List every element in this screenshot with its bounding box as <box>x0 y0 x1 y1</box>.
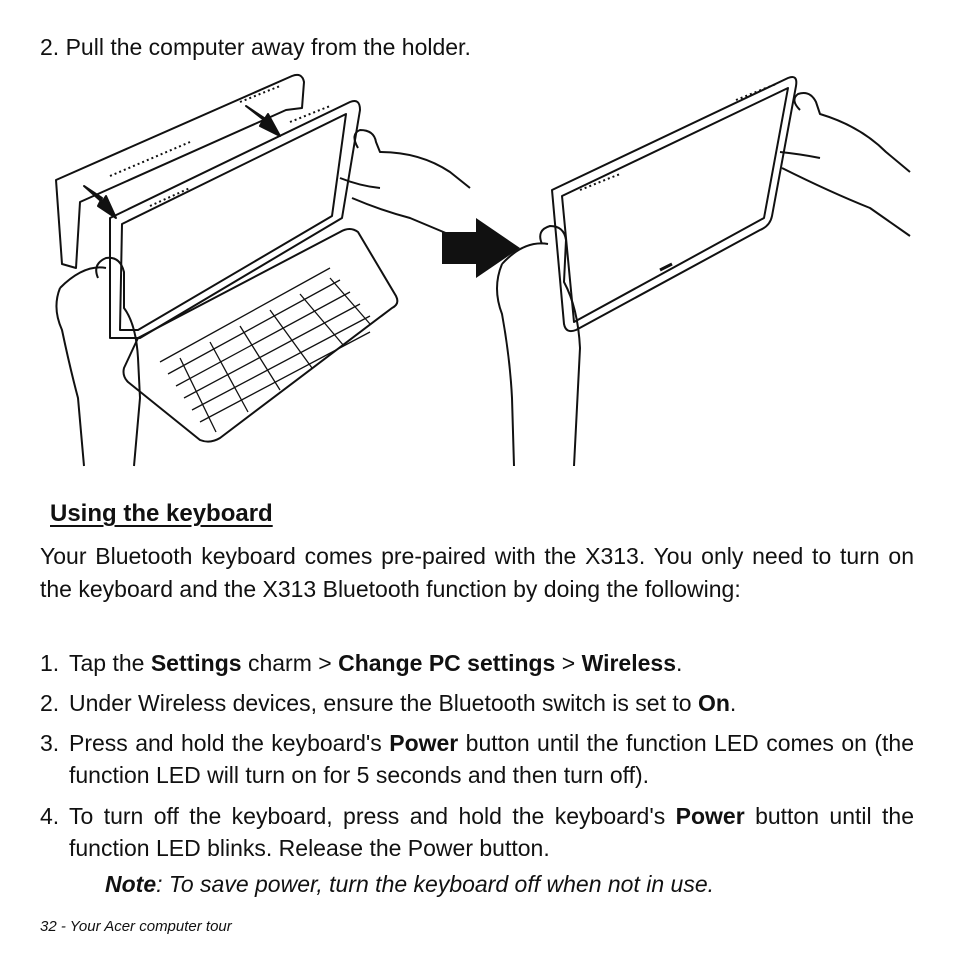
list-item <box>40 800 914 864</box>
page-footer: 32 - Your Acer computer tour <box>40 918 232 935</box>
list-text: Tap the Settings charm > Change PC settings > Wireless. <box>69 650 683 676</box>
section-heading: Using the keyboard <box>50 500 273 527</box>
note-label: Note <box>105 871 157 897</box>
list-text: Under Wireless devices, ensure the Bluetooth switch is set to On. <box>69 690 737 716</box>
note <box>105 871 714 898</box>
list-number: 2. <box>40 690 60 716</box>
tablet-held-in-hands-icon <box>497 77 910 466</box>
tablet-in-keyboard-holder-icon <box>56 75 472 466</box>
right-arrow-icon <box>442 218 520 278</box>
list-text: Press and hold the keyboard's Power button until the function LED comes on (the function LED will turn on for 5 seconds and then turn off). <box>69 730 914 788</box>
intro-paragraph: Your Bluetooth keyboard comes pre-paired with the X313. You only need to turn on the keyboard and the X313 Bluetooth function by doing the following: <box>40 543 914 602</box>
list-item <box>40 687 914 719</box>
list-item <box>40 727 914 791</box>
list-text: To turn off the keyboard, press and hold the keyboard's Power button until the function LED blinks. Release the Power button. <box>69 803 914 861</box>
step-instruction: 2. Pull the computer away from the holder. <box>40 34 471 60</box>
list-number: 3. <box>40 730 60 756</box>
note-text: : To save power, turn the keyboard off when not in use. <box>156 871 715 897</box>
list-number: 1. <box>40 650 60 676</box>
list-item <box>40 647 914 679</box>
list-number: 4. <box>40 803 60 829</box>
illustration <box>40 68 920 468</box>
